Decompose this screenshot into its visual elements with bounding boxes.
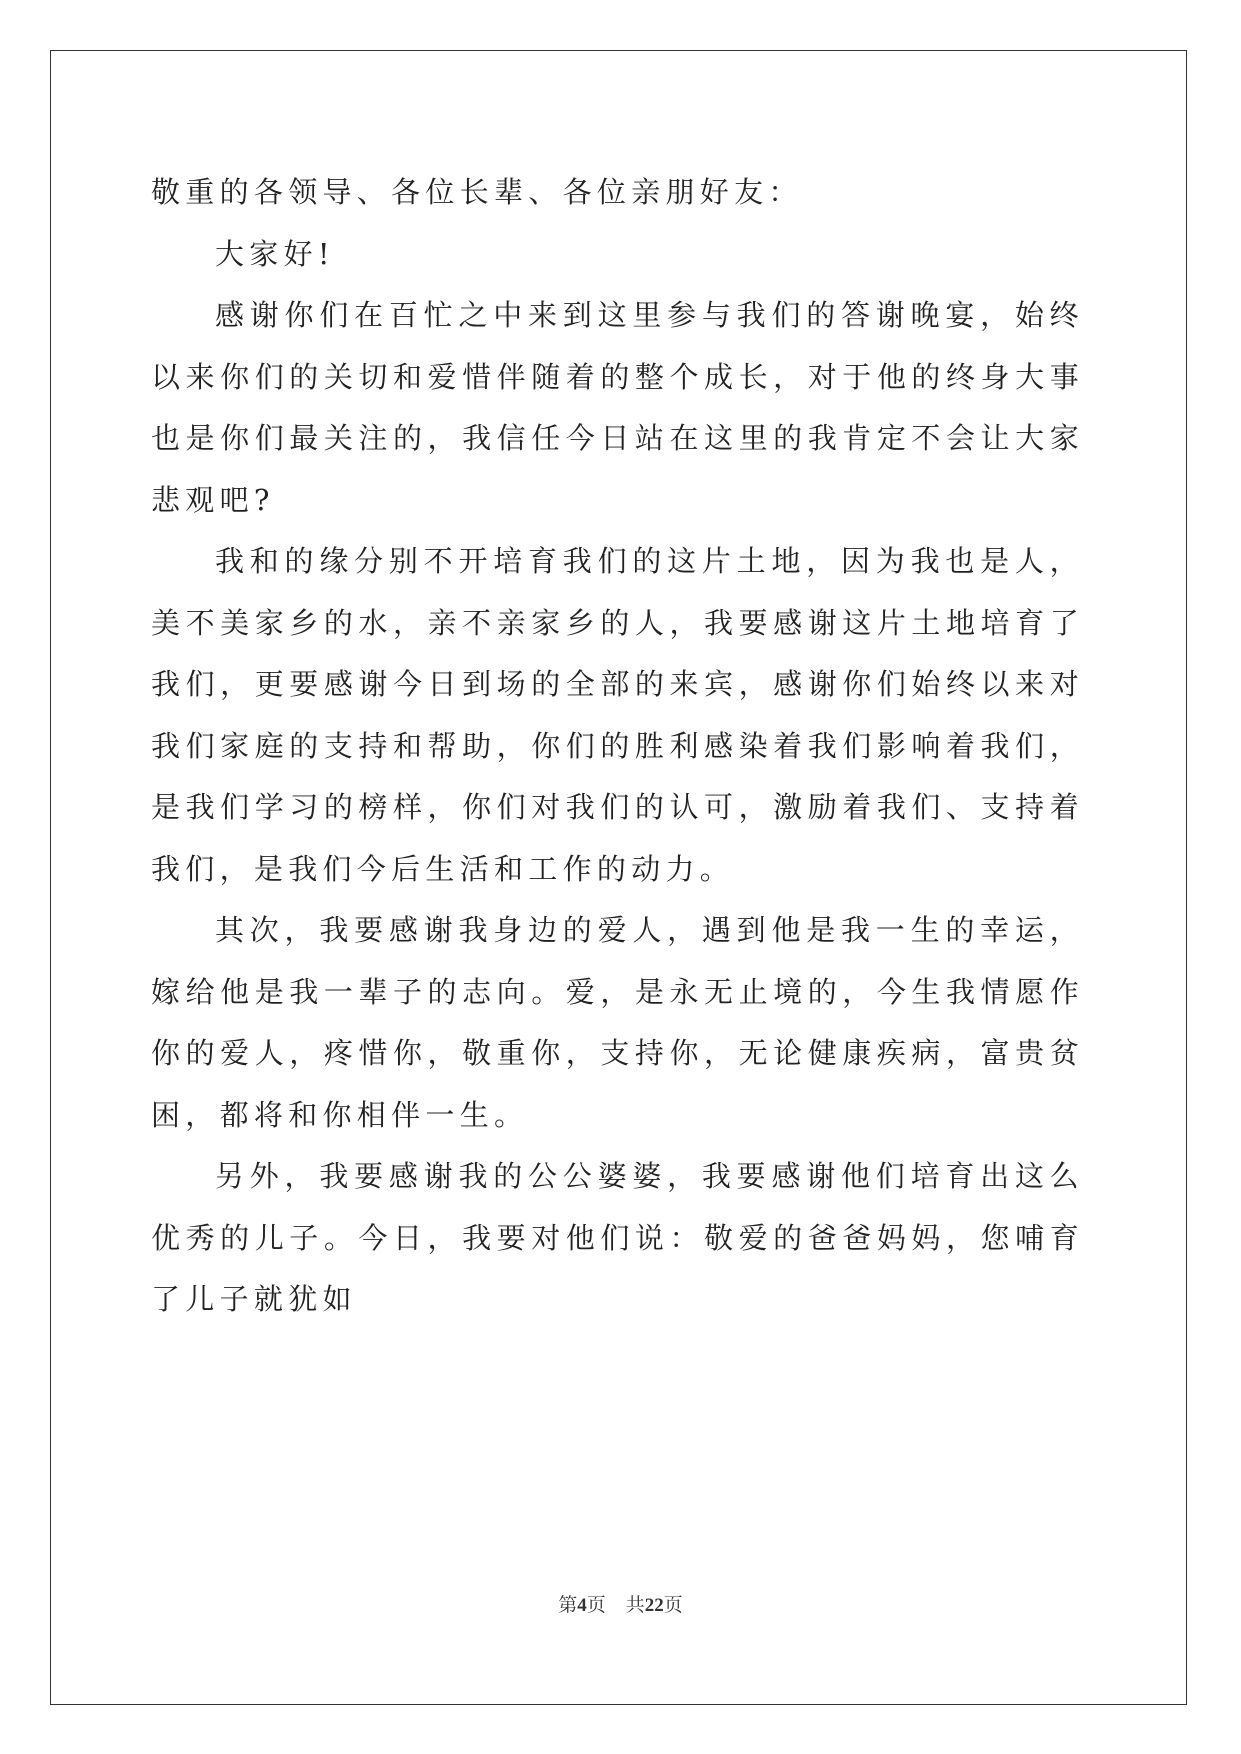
paragraph: 大家好! [215,236,335,271]
page-footer [0,1590,1241,1617]
paragraph: 感谢你们在百忙之中来到这里参与我们的答谢晚宴，始终以来你们的关切和爱惜伴随着的整个成长，对于他的终身大事也是你们最关注的，我信任今日站在这里的我肯定不会让大家悲观吧? [151,298,1084,517]
paragraph: 其次，我要感谢我身边的爱人，遇到他是我一生的幸运，嫁给他是我一辈子的志向。爱，是永无止境的，今生我情愿作你的爱人，疼惜你，敬重你，支持你，无论健康疾病，富贵贫困，都将和你相伴一生。 [151,913,1084,1132]
footer-page-suffix: 页 [586,1595,606,1616]
footer-prefix: 第 [558,1595,578,1616]
total-pages-number: 22 [644,1595,664,1616]
salutation: 敬重的各领导、各位长辈、各位亲朋好友： [151,175,803,209]
current-page-number: 4 [577,1595,587,1616]
document-body [151,162,1084,1331]
paragraph: 我和的缘分别不开培育我们的这片土地，因为我也是人，美不美家乡的水，亲不亲家乡的人，我要感谢这片土地培育了我们，更要感谢今日到场的全部的来宾，感谢你们始终以来对我们家庭的支持和帮助，你们的胜利感染着我们影响着我们，是我们学习的榜样，你们对我们的认可，激励着我们、支持着我们，是我们今后生活和工作的动力。 [151,544,1084,886]
footer-total-prefix: 共 [625,1595,645,1616]
footer-total-suffix: 页 [663,1595,683,1616]
paragraph: 另外，我要感谢我的公公婆婆，我要感谢他们培育出这么优秀的儿子。今日，我要对他们说：敬爱的爸爸妈妈，您哺育了儿子就犹如 [151,1159,1084,1316]
